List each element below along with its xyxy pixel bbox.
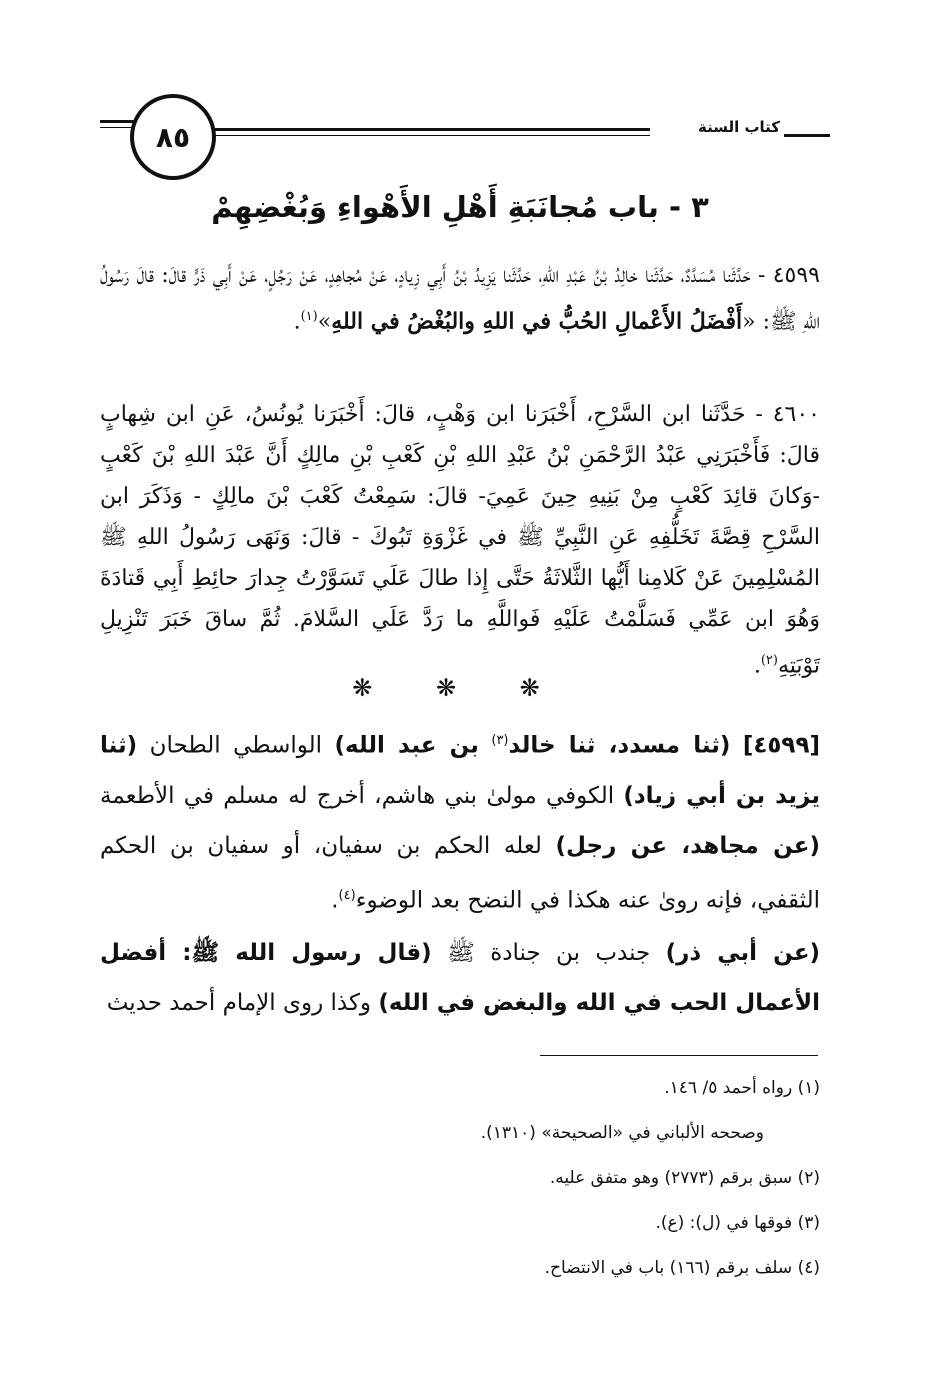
page-number: ٨٥ — [130, 94, 216, 180]
commentary-paragraph-1 — [100, 716, 820, 925]
commentary-text-3: لعله الحكم بن سفيان، أو سفيان بن الحكم الثقفي، فإنه روىٰ عنه هكذا في النضح بعد الوضوء — [100, 832, 820, 914]
footnote-1 — [100, 1066, 820, 1111]
hadith-4599 — [100, 255, 820, 342]
footnote-1-continued — [100, 1111, 820, 1156]
hadith-4599-close-quote: » — [317, 309, 332, 335]
footnote-divider — [540, 1055, 818, 1056]
chapter-heading: ٣ - باب مُجانَبَةِ أَهْلِ الأَهْواءِ وَبُغْضِهِمْ — [211, 190, 709, 224]
footnotes — [100, 1066, 820, 1291]
footnote-text: فوقها في (ل): (ع). — [655, 1213, 793, 1233]
quote-isnad-1: (ثنا مسدد، ثنا خالد — [508, 732, 731, 759]
header-rule-left — [100, 120, 134, 123]
footnote-ref-1: (١) — [300, 309, 318, 324]
hadith-4599-prophetic-saying: أَفْضَلُ الأَعْمالِ الحُبُّ في اللهِ والبُغْضُ في اللهِ — [331, 308, 743, 335]
commentary-text-6: وكذا روى الإمام أحمد حديث — [106, 990, 372, 1016]
footnote-text: رواه أحمد ٥/ ١٤٦. — [664, 1078, 793, 1098]
hadith-4600-end: . — [753, 653, 761, 679]
hadith-4599-text: ٤٥٩٩ - حَدَّثَنا مُسَدَّدٌ، حَدَّثَنا خالِدُ بْنُ عَبْدِ اللهِ، حَدَّثَنا يَزِيدُ بْنُ أَبِي زِيادٍ، عَنْ مُجاهِدٍ، عَنْ رَجُلٍ، عَنْ أَبِي ذَرٍّ قالَ: قالَ رَسُولُ اللهِ ﷺ: « — [100, 263, 820, 335]
commentary-ref: [٤٥٩٩] — [742, 732, 821, 759]
footnote-number: (١) — [797, 1078, 820, 1098]
footnote-ref-3: (٣) — [491, 733, 509, 748]
quote-isnad-3: (عن مجاهد، عن رجل) — [555, 832, 820, 859]
footnote-2 — [100, 1156, 820, 1201]
footnote-number: (٢) — [797, 1168, 820, 1188]
footnote-ref-4: (٤) — [338, 887, 356, 903]
quote-hadith-matn: (قال رسول الله ﷺ: أفضل الأعمال الحب في الله والبغض في الله) — [100, 940, 820, 1016]
page-header — [100, 92, 830, 182]
header-rule-middle — [210, 128, 650, 131]
quote-abu-dharr: (عن أبي ذر) — [665, 940, 821, 966]
footnote-3 — [100, 1201, 820, 1246]
footnote-4 — [100, 1246, 820, 1291]
commentary-text-1: الواسطي الطحان — [149, 732, 323, 759]
header-rule-left-thin — [100, 127, 134, 128]
footnote-text: سلف برقم (١٦٦) باب في الانتضاح. — [544, 1258, 793, 1278]
commentary-paragraph-2 — [100, 928, 820, 1028]
footnote-text: سبق برقم (٢٧٧٣) وهو متفق عليه. — [549, 1168, 793, 1188]
footnote-text: وصححه الألباني في «الصحيحة» (١٣١٠). — [480, 1123, 764, 1143]
header-rule-right — [784, 134, 830, 137]
footnote-number: (٤) — [797, 1258, 820, 1278]
hadith-4599-end: . — [293, 309, 301, 335]
header-rule-middle-thin — [210, 135, 650, 136]
quote-isnad-1b: بن عبد الله) — [334, 732, 479, 759]
footnote-ref-2: (٢) — [760, 653, 778, 668]
hadith-4600-text: ٤٦٠٠ - حَدَّثَنا ابن السَّرْحِ، أَخْبَرَنا ابن وَهْبٍ، قالَ: أَخْبَرَنا يُونُسُ، عَنِ ابن شِهابٍ قالَ: فَأَخْبَرَنِي عَبْدُ الرَّحْمَنِ بْنُ عَبْدِ اللهِ بْنِ كَعْبِ بْنِ مالِكٍ أَنَّ عَبْدَ اللهِ بْنَ كَعْبٍ -وَكانَ قائِدَ كَعْبٍ مِنْ بَنِيهِ حِينَ عَمِيَ- قالَ: سَمِعْتُ كَعْبَ بْنَ مالِكٍ - وَذَكَرَ ابن السَّرْحِ قِصَّةَ تَخَلُّفِهِ عَنِ النَّبِيِّ ﷺ في غَزْوَةِ تَبُوكَ - قالَ: وَنَهَى رَسُولُ اللهِ ﷺ المُسْلِمِينَ عَنْ كَلامِنا أَيُّها الثَّلاثَةُ حَتَّى إِذا طالَ عَلَي تَسَوَّرْتُ جِدارَ حائِطِ أَبِي قَتادَةَ وَهُوَ ابن عَمِّي فَسَلَّمْتُ عَلَيْهِ فَواللَّهِ ما رَدَّ عَلَي السَّلامَ. ثُمَّ ساقَ خَبَرَ تَنْزِيلِ تَوْبَتِهِ — [100, 402, 820, 679]
commentary-text-2: الكوفي مولىٰ بني هاشم، أخرج له مسلم في الأطعمة — [100, 782, 615, 809]
footnote-number: (٣) — [797, 1213, 820, 1233]
quote-isnad-2: (ثنا يزيد بن أبي زياد) — [100, 732, 820, 809]
commentary-text-5: جندب بن جنادة ﷺ — [447, 940, 651, 966]
hadith-4600 — [100, 394, 820, 686]
book-title: كتاب السنة — [697, 118, 780, 136]
section-separator: ❋ ❋ ❋ — [352, 674, 568, 702]
commentary-text-4: . — [331, 887, 339, 914]
